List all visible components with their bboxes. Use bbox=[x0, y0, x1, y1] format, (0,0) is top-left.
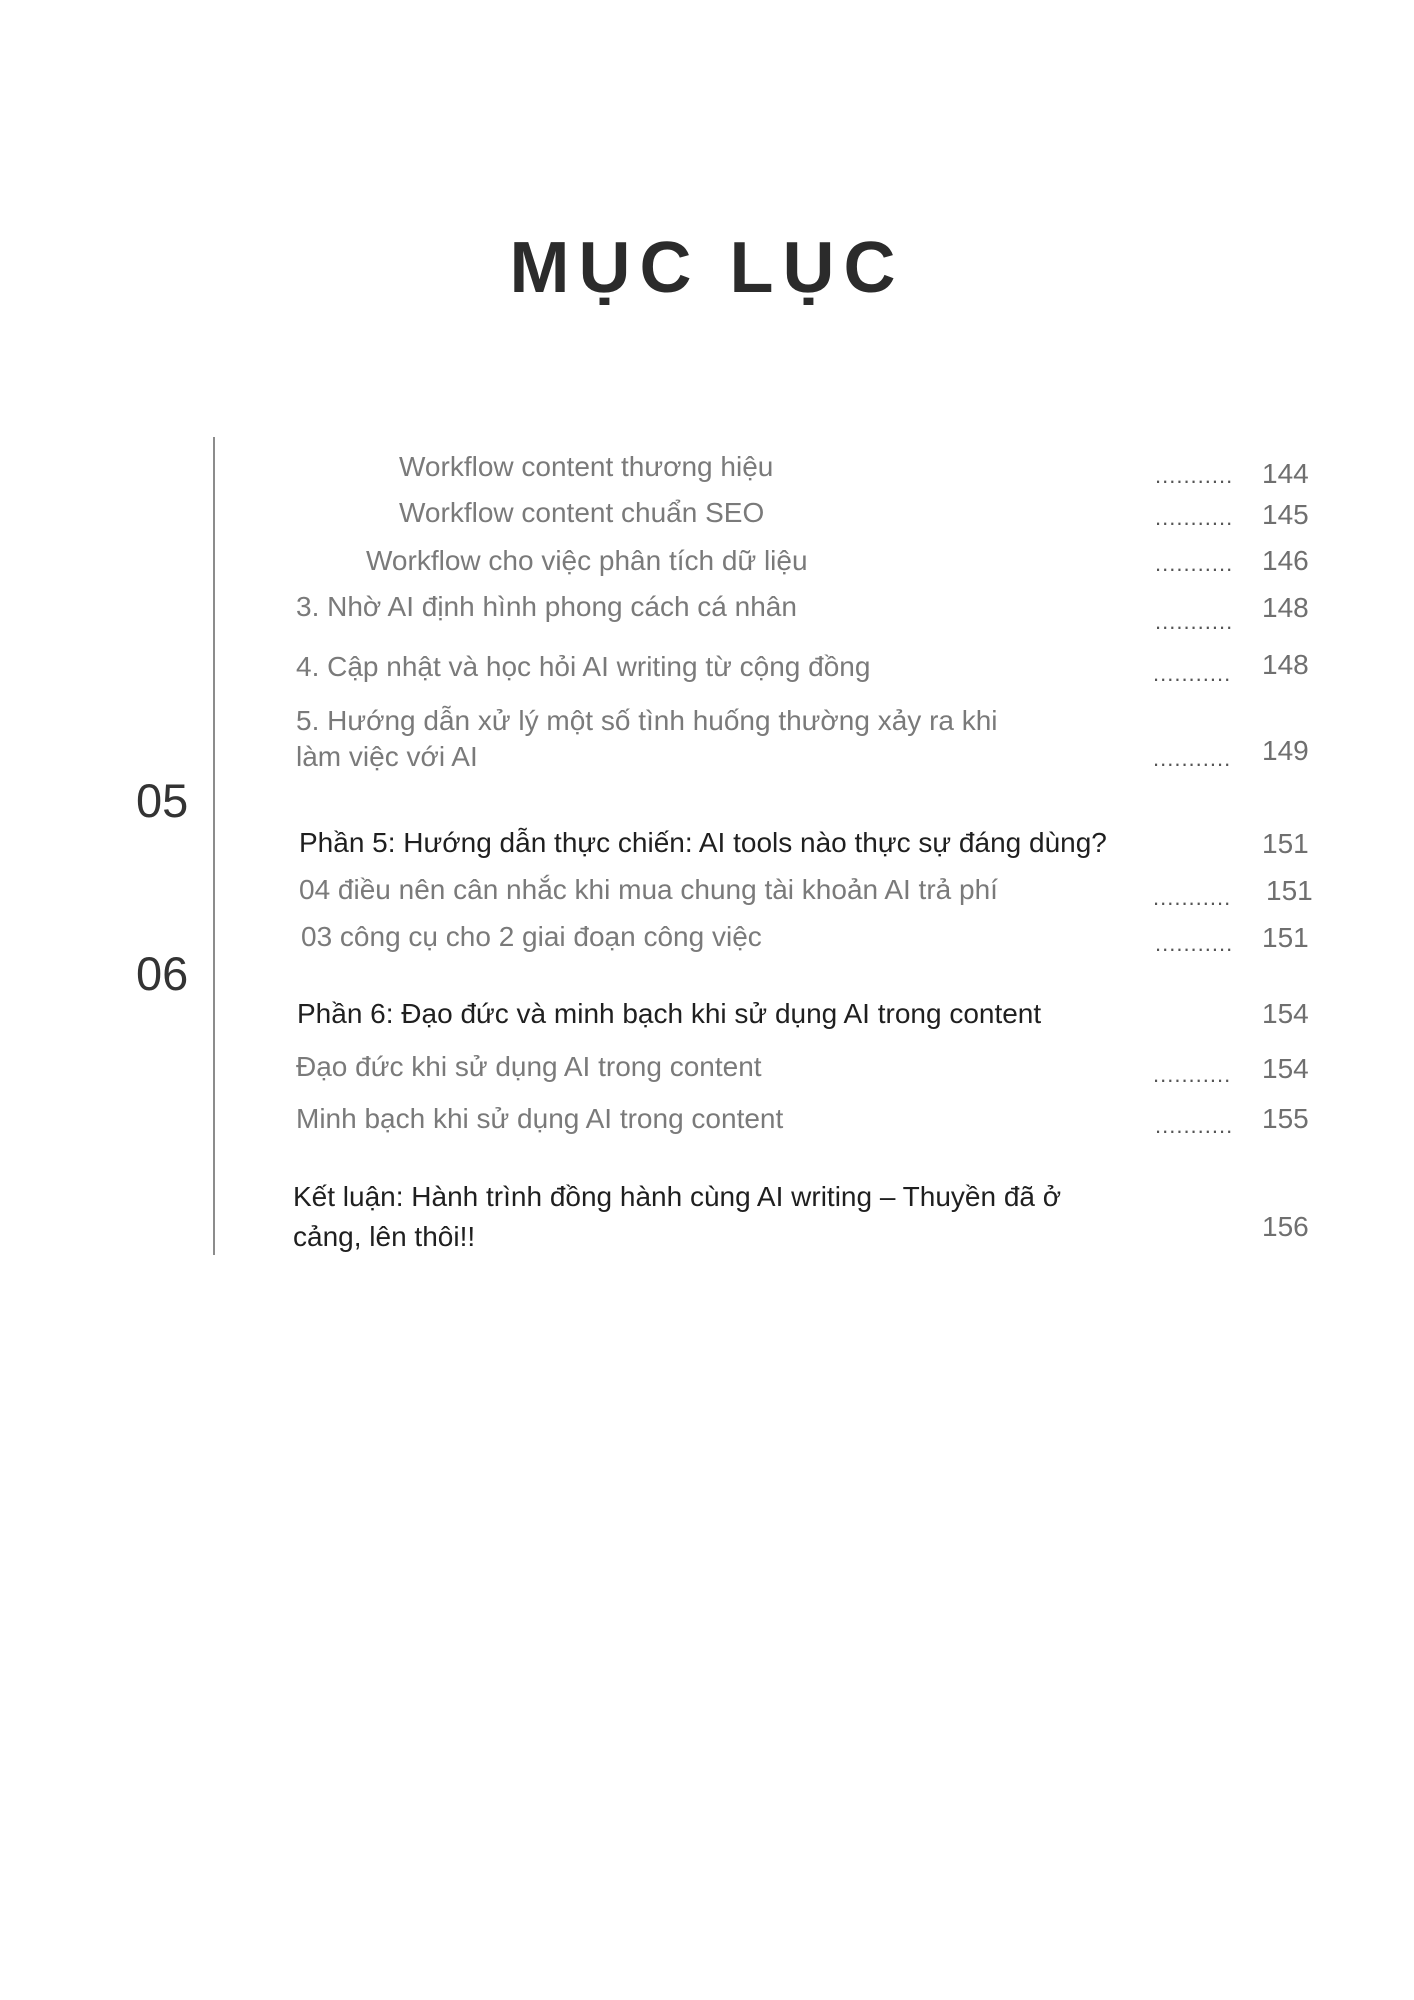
toc-entry-three-tools[interactable]: 03 công cụ cho 2 giai đoạn công việc bbox=[301, 921, 762, 952]
toc-entry-transparency[interactable]: Minh bạch khi sử dụng AI trong content bbox=[296, 1103, 784, 1134]
toc-page-number: 145 bbox=[1262, 499, 1309, 530]
toc-entry-personal-style[interactable]: 3. Nhờ AI định hình phong cách cá nhân bbox=[296, 591, 797, 622]
toc-part-6-heading[interactable]: Phần 6: Đạo đức và minh bạch khi sử dụng AI trong content bbox=[297, 998, 1042, 1029]
toc-dot-leader: ........... bbox=[1155, 931, 1234, 956]
toc-page-number: 151 bbox=[1262, 828, 1309, 859]
toc-dot-leader: ........... bbox=[1155, 609, 1234, 634]
vertical-divider bbox=[213, 437, 215, 1255]
toc-entry-handling-situations[interactable]: 5. Hướng dẫn xử lý một số tình huống thường xảy ra khi làm việc với AI bbox=[296, 705, 998, 772]
toc-dot-leader: ........... bbox=[1155, 505, 1234, 530]
toc-dot-leader: ........... bbox=[1155, 463, 1234, 488]
toc-page-number: 155 bbox=[1262, 1103, 1309, 1134]
toc-dot-leader: ........... bbox=[1155, 1113, 1234, 1138]
toc-conclusion[interactable]: Kết luận: Hành trình đồng hành cùng AI writing – Thuyền đã ở cảng, lên thôi!! bbox=[293, 1181, 1062, 1252]
toc-page-number: 148 bbox=[1262, 592, 1309, 623]
toc-page-number: 154 bbox=[1262, 1053, 1309, 1084]
toc-part-5-heading[interactable]: Phần 5: Hướng dẫn thực chiến: AI tools nào thực sự đáng dùng? bbox=[299, 827, 1107, 858]
toc-page-number: 149 bbox=[1262, 735, 1309, 766]
toc-entry-workflow-seo[interactable]: Workflow content chuẩn SEO bbox=[399, 497, 765, 528]
toc-dot-leader: ........... bbox=[1153, 746, 1232, 771]
toc-page-number: 154 bbox=[1262, 998, 1309, 1029]
toc-page-number: 144 bbox=[1262, 458, 1309, 489]
toc-entry-community-learning[interactable]: 4. Cập nhật và học hỏi AI writing từ cộng đồng bbox=[296, 651, 871, 682]
page-title: MỤC LỤC bbox=[509, 228, 905, 308]
toc-dot-leader: ........... bbox=[1153, 1062, 1232, 1087]
toc-dot-leader: ........... bbox=[1153, 885, 1232, 910]
section-number-06: 06 bbox=[136, 947, 189, 1000]
toc-page-number: 148 bbox=[1262, 649, 1309, 680]
toc-page-number: 151 bbox=[1266, 875, 1313, 906]
toc-entry-workflow-brand[interactable]: Workflow content thương hiệu bbox=[399, 451, 774, 482]
toc-page-number: 146 bbox=[1262, 545, 1309, 576]
toc-page-number: 156 bbox=[1262, 1211, 1309, 1242]
toc-page-number: 151 bbox=[1262, 922, 1309, 953]
toc-dot-leader: ........... bbox=[1155, 551, 1234, 576]
toc-entry-shared-accounts[interactable]: 04 điều nên cân nhắc khi mua chung tài khoản AI trả phí bbox=[299, 874, 998, 905]
toc-dot-leader: ........... bbox=[1153, 661, 1232, 686]
toc-entry-workflow-data-analysis[interactable]: Workflow cho việc phân tích dữ liệu bbox=[366, 545, 808, 576]
toc-entry-ethics[interactable]: Đạo đức khi sử dụng AI trong content bbox=[296, 1051, 762, 1082]
section-number-05: 05 bbox=[136, 774, 189, 827]
